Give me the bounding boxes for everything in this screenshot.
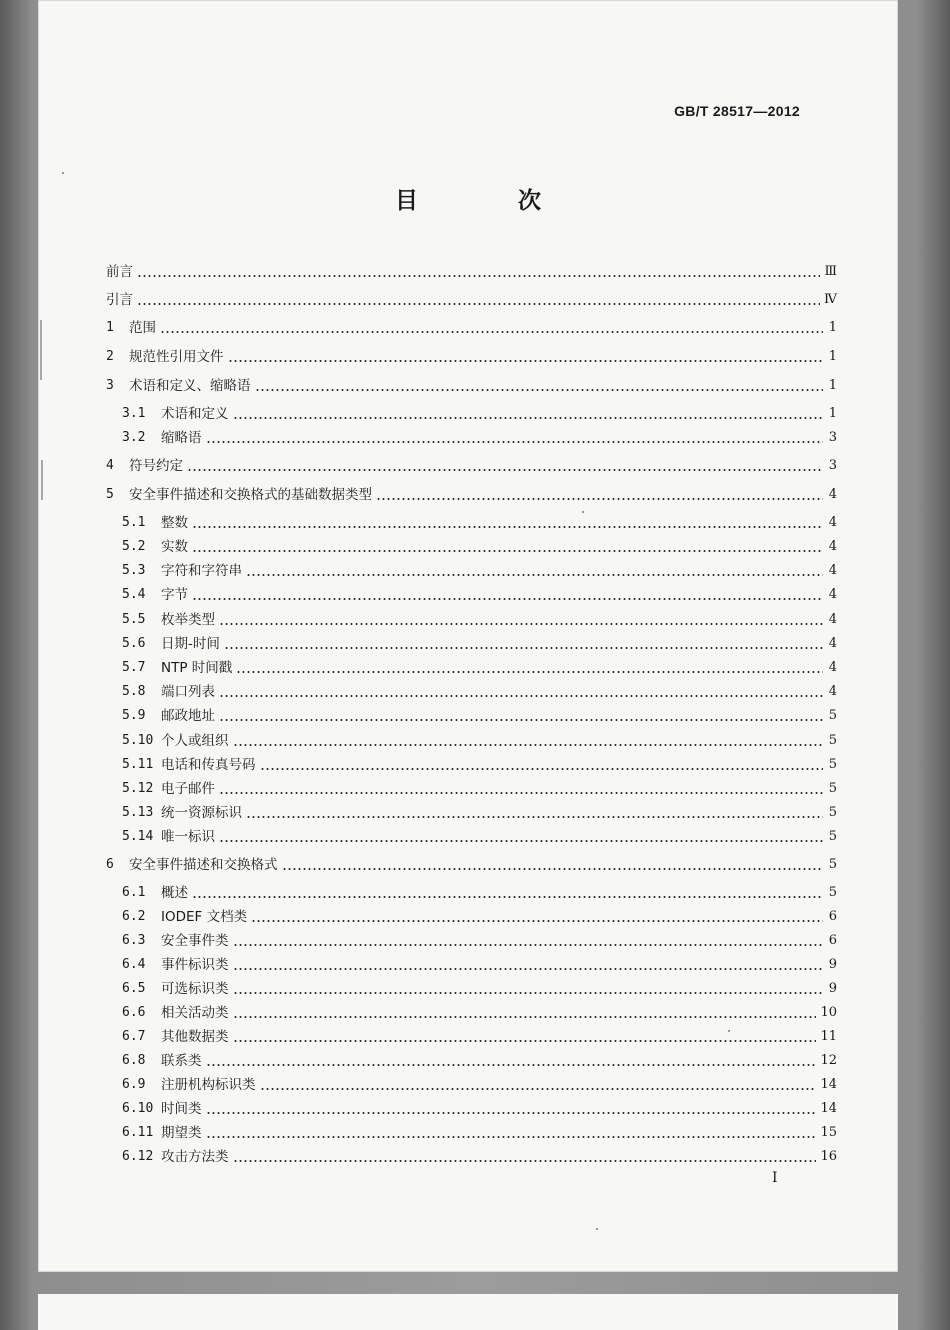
toc-leader-dots [224, 647, 823, 649]
toc-entry-label: 相关活动类 [161, 1005, 229, 1021]
toc-leader-dots [233, 944, 824, 946]
toc-entry-number: 6.9 [122, 1077, 146, 1092]
toc-entry[interactable] [106, 290, 837, 310]
toc-entry-number: 5.5 [122, 612, 146, 627]
toc-leader-dots [160, 331, 823, 333]
toc-entry-number: 6.11 [122, 1125, 154, 1140]
toc-entry-number: 6.7 [122, 1029, 146, 1044]
toc-entry-page: 1 [828, 378, 837, 393]
toc-entry-label: 实数 [161, 539, 188, 555]
toc-leader-dots [206, 1064, 817, 1066]
toc-entry-label: 概述 [161, 885, 188, 901]
toc-entry-number: 5.10 [122, 733, 154, 748]
toc-leader-dots [233, 968, 824, 970]
toc-entry[interactable] [122, 1099, 837, 1119]
toc-entry[interactable] [122, 428, 837, 448]
toc-leader-dots [282, 868, 824, 870]
toc-entry-label: 安全事件类 [161, 933, 229, 949]
toc-entry-label: 引言 [106, 292, 133, 308]
toc-leader-dots [206, 1112, 817, 1114]
toc-entry-label: 可选标识类 [161, 981, 229, 997]
scan-speck [596, 1228, 598, 1230]
toc-entry[interactable] [122, 634, 837, 654]
toc-entry-label: 端口列表 [161, 684, 215, 700]
toc-entry-page: 15 [820, 1125, 837, 1140]
toc-entry[interactable] [106, 485, 837, 505]
toc-leader-dots [219, 792, 823, 794]
toc-entry-label: 其他数据类 [161, 1029, 229, 1045]
table-of-contents [38, 0, 898, 1200]
toc-entry[interactable] [122, 1075, 837, 1095]
toc-leader-dots [246, 816, 823, 818]
toc-leader-dots [192, 550, 823, 552]
toc-entry[interactable] [122, 1003, 837, 1023]
toc-entry-number: 5.9 [122, 708, 146, 723]
scan-speck [62, 172, 64, 174]
toc-entry[interactable] [122, 706, 837, 726]
toc-leader-dots [137, 275, 820, 277]
toc-entry-label: 字节 [161, 587, 188, 603]
toc-entry-number: 6.3 [122, 933, 146, 948]
toc-entry-page: Ⅳ [824, 292, 837, 307]
toc-entry-page: 12 [820, 1053, 837, 1068]
toc-entry-page: 4 [828, 660, 837, 675]
toc-entry-page: 3 [828, 430, 837, 445]
toc-entry-number: 5 [106, 487, 114, 502]
toc-entry-number: 5.14 [122, 829, 154, 844]
toc-entry-page: 5 [828, 805, 837, 820]
toc-entry-page: Ⅲ [824, 264, 837, 279]
toc-entry-page: 9 [828, 981, 837, 996]
toc-entry-label: 安全事件描述和交换格式的基础数据类型 [129, 487, 372, 503]
scan-margin-mark [40, 320, 42, 380]
toc-entry-number: 6.5 [122, 981, 146, 996]
toc-entry-label: 邮政地址 [161, 708, 215, 724]
toc-entry-page: 4 [828, 636, 837, 651]
toc-leader-dots [260, 1088, 817, 1090]
toc-leader-dots [376, 498, 823, 500]
scan-margin-mark [41, 460, 43, 500]
toc-entry-page: 11 [820, 1029, 837, 1044]
toc-entry-number: 6.6 [122, 1005, 146, 1020]
toc-entry-page: 14 [820, 1077, 837, 1092]
toc-entry-number: 3 [106, 378, 114, 393]
toc-entry-label: 整数 [161, 515, 188, 531]
toc-leader-dots [233, 1016, 817, 1018]
toc-entry-label: 前言 [106, 264, 133, 280]
toc-entry-label: 注册机构标识类 [161, 1077, 256, 1093]
toc-entry-page: 4 [828, 563, 837, 578]
scan-speck [728, 1030, 730, 1032]
toc-entry-number: 5.13 [122, 805, 154, 820]
toc-leader-dots [255, 389, 824, 391]
toc-entry-number: 5.6 [122, 636, 146, 651]
toc-entry-number: 6.8 [122, 1053, 146, 1068]
toc-entry-label: 范围 [129, 320, 156, 336]
toc-entry-label: 事件标识类 [161, 957, 229, 973]
toc-leader-dots [246, 574, 823, 576]
toc-entry-number: 3.1 [122, 406, 146, 421]
toc-entry-label: 电子邮件 [161, 781, 215, 797]
toc-entry-label: 攻击方法类 [161, 1149, 229, 1165]
toc-entry-page: 4 [828, 515, 837, 530]
next-page-edge [38, 1294, 898, 1330]
toc-leader-dots [233, 417, 824, 419]
toc-entry-page: 4 [828, 487, 837, 502]
toc-entry[interactable] [122, 931, 837, 951]
toc-entry-number: 5.12 [122, 781, 154, 796]
scan-speck [582, 511, 584, 513]
toc-entry-number: 1 [106, 320, 114, 335]
toc-entry-page: 16 [820, 1149, 837, 1164]
toc-entry-page: 5 [828, 885, 837, 900]
toc-entry[interactable] [122, 755, 837, 775]
toc-entry-number: 5.3 [122, 563, 146, 578]
toc-leader-dots [219, 719, 823, 721]
toc-entry-number: 6 [106, 857, 114, 872]
toc-entry-number: 5.11 [122, 757, 154, 772]
toc-entry-page: 5 [828, 733, 837, 748]
toc-entry-label: 枚举类型 [161, 612, 215, 628]
toc-entry-label: 电话和传真号码 [161, 757, 256, 773]
toc-entry-page: 4 [828, 587, 837, 602]
toc-entry-number: 6.2 [122, 909, 146, 924]
toc-entry[interactable] [106, 855, 837, 875]
toc-entry-label: 符号约定 [129, 458, 183, 474]
toc-entry[interactable] [122, 513, 837, 533]
toc-entry-number: 4 [106, 458, 114, 473]
toc-entry-page: 4 [828, 684, 837, 699]
toc-leader-dots [236, 671, 823, 673]
toc-entry-page: 6 [828, 909, 837, 924]
toc-entry[interactable] [106, 376, 837, 396]
toc-leader-dots [219, 695, 823, 697]
toc-entry-page: 5 [828, 757, 837, 772]
toc-entry-label: 字符和字符串 [161, 563, 242, 579]
toc-leader-dots [192, 598, 823, 600]
toc-entry-page: 4 [828, 539, 837, 554]
toc-entry-label: 统一资源标识 [161, 805, 242, 821]
toc-entry-number: 5.4 [122, 587, 146, 602]
toc-entry-label: 日期-时间 [161, 636, 220, 652]
toc-leader-dots [233, 744, 824, 746]
toc-leader-dots [192, 526, 823, 528]
toc-entry-number: 2 [106, 349, 114, 364]
toc-leader-dots [251, 920, 823, 922]
toc-entry-page: 1 [828, 320, 837, 335]
toc-entry[interactable] [122, 1147, 837, 1167]
toc-entry[interactable] [122, 827, 837, 847]
toc-entry[interactable] [122, 907, 837, 927]
toc-entry[interactable] [106, 318, 837, 338]
toc-leader-dots [187, 469, 823, 471]
toc-entry-page: 10 [820, 1005, 837, 1020]
toc-entry-page: 1 [828, 406, 837, 421]
toc-entry[interactable] [122, 404, 837, 424]
toc-entry-label: 个人或组织 [161, 733, 229, 749]
toc-entry[interactable] [122, 1051, 837, 1071]
toc-entry-page: 9 [828, 957, 837, 972]
toc-entry-label: NTP 时间戳 [161, 660, 233, 676]
toc-entry-page: 14 [820, 1101, 837, 1116]
toc-entry-page: 5 [828, 857, 837, 872]
toc-entry-label: 安全事件描述和交换格式 [129, 857, 278, 873]
toc-entry[interactable] [122, 585, 837, 605]
document-page [38, 0, 898, 1272]
toc-leader-dots [137, 303, 820, 305]
page-folio: I [772, 1170, 778, 1186]
toc-entry[interactable] [122, 883, 837, 903]
toc-entry[interactable] [106, 347, 837, 367]
toc-entry-number: 5.7 [122, 660, 146, 675]
toc-entry[interactable] [122, 658, 837, 678]
toc-entry[interactable] [106, 456, 837, 476]
toc-entry-number: 6.10 [122, 1101, 154, 1116]
toc-entry-label: 术语和定义、缩略语 [129, 378, 251, 394]
toc-entry[interactable] [122, 779, 837, 799]
toc-entry-label: 时间类 [161, 1101, 202, 1117]
toc-entry-page: 5 [828, 708, 837, 723]
toc-leader-dots [233, 1160, 817, 1162]
toc-entry-page: 5 [828, 829, 837, 844]
toc-leader-dots [206, 441, 824, 443]
toc-leader-dots [206, 1136, 817, 1138]
toc-entry-page: 4 [828, 612, 837, 627]
toc-entry[interactable] [122, 561, 837, 581]
toc-entry[interactable] [106, 262, 837, 282]
page-title: 目 次 [394, 188, 587, 214]
toc-leader-dots [260, 768, 824, 770]
toc-entry-number: 5.1 [122, 515, 146, 530]
toc-entry-page: 3 [828, 458, 837, 473]
toc-entry-page: 5 [828, 781, 837, 796]
toc-leader-dots [219, 840, 823, 842]
toc-entry-label: 缩略语 [161, 430, 202, 446]
toc-entry[interactable] [122, 682, 837, 702]
toc-leader-dots [192, 896, 823, 898]
toc-entry-label: 期望类 [161, 1125, 202, 1141]
toc-entry[interactable] [122, 979, 837, 999]
toc-entry-label: 唯一标识 [161, 829, 215, 845]
toc-entry-label: 规范性引用文件 [129, 349, 224, 365]
toc-entry-label: 联系类 [161, 1053, 202, 1069]
toc-entry-label: 术语和定义 [161, 406, 229, 422]
toc-leader-dots [233, 992, 824, 994]
toc-entry[interactable] [122, 731, 837, 751]
toc-entry[interactable] [122, 610, 837, 630]
toc-entry-number: 5.8 [122, 684, 146, 699]
standard-code: GB/T 28517—2012 [674, 103, 800, 119]
toc-entry-label: IODEF 文档类 [161, 909, 248, 925]
toc-entry-number: 5.2 [122, 539, 146, 554]
toc-entry[interactable] [122, 955, 837, 975]
toc-entry-number: 6.1 [122, 885, 146, 900]
toc-entry[interactable] [122, 537, 837, 557]
toc-leader-dots [233, 1040, 817, 1042]
toc-leader-dots [219, 623, 823, 625]
toc-entry-page: 1 [828, 349, 837, 364]
toc-entry[interactable] [122, 803, 837, 823]
toc-entry-number: 3.2 [122, 430, 146, 445]
toc-entry-page: 6 [828, 933, 837, 948]
toc-entry-number: 6.4 [122, 957, 146, 972]
toc-leader-dots [228, 360, 824, 362]
toc-entry-number: 6.12 [122, 1149, 154, 1164]
toc-entry[interactable] [122, 1123, 837, 1143]
